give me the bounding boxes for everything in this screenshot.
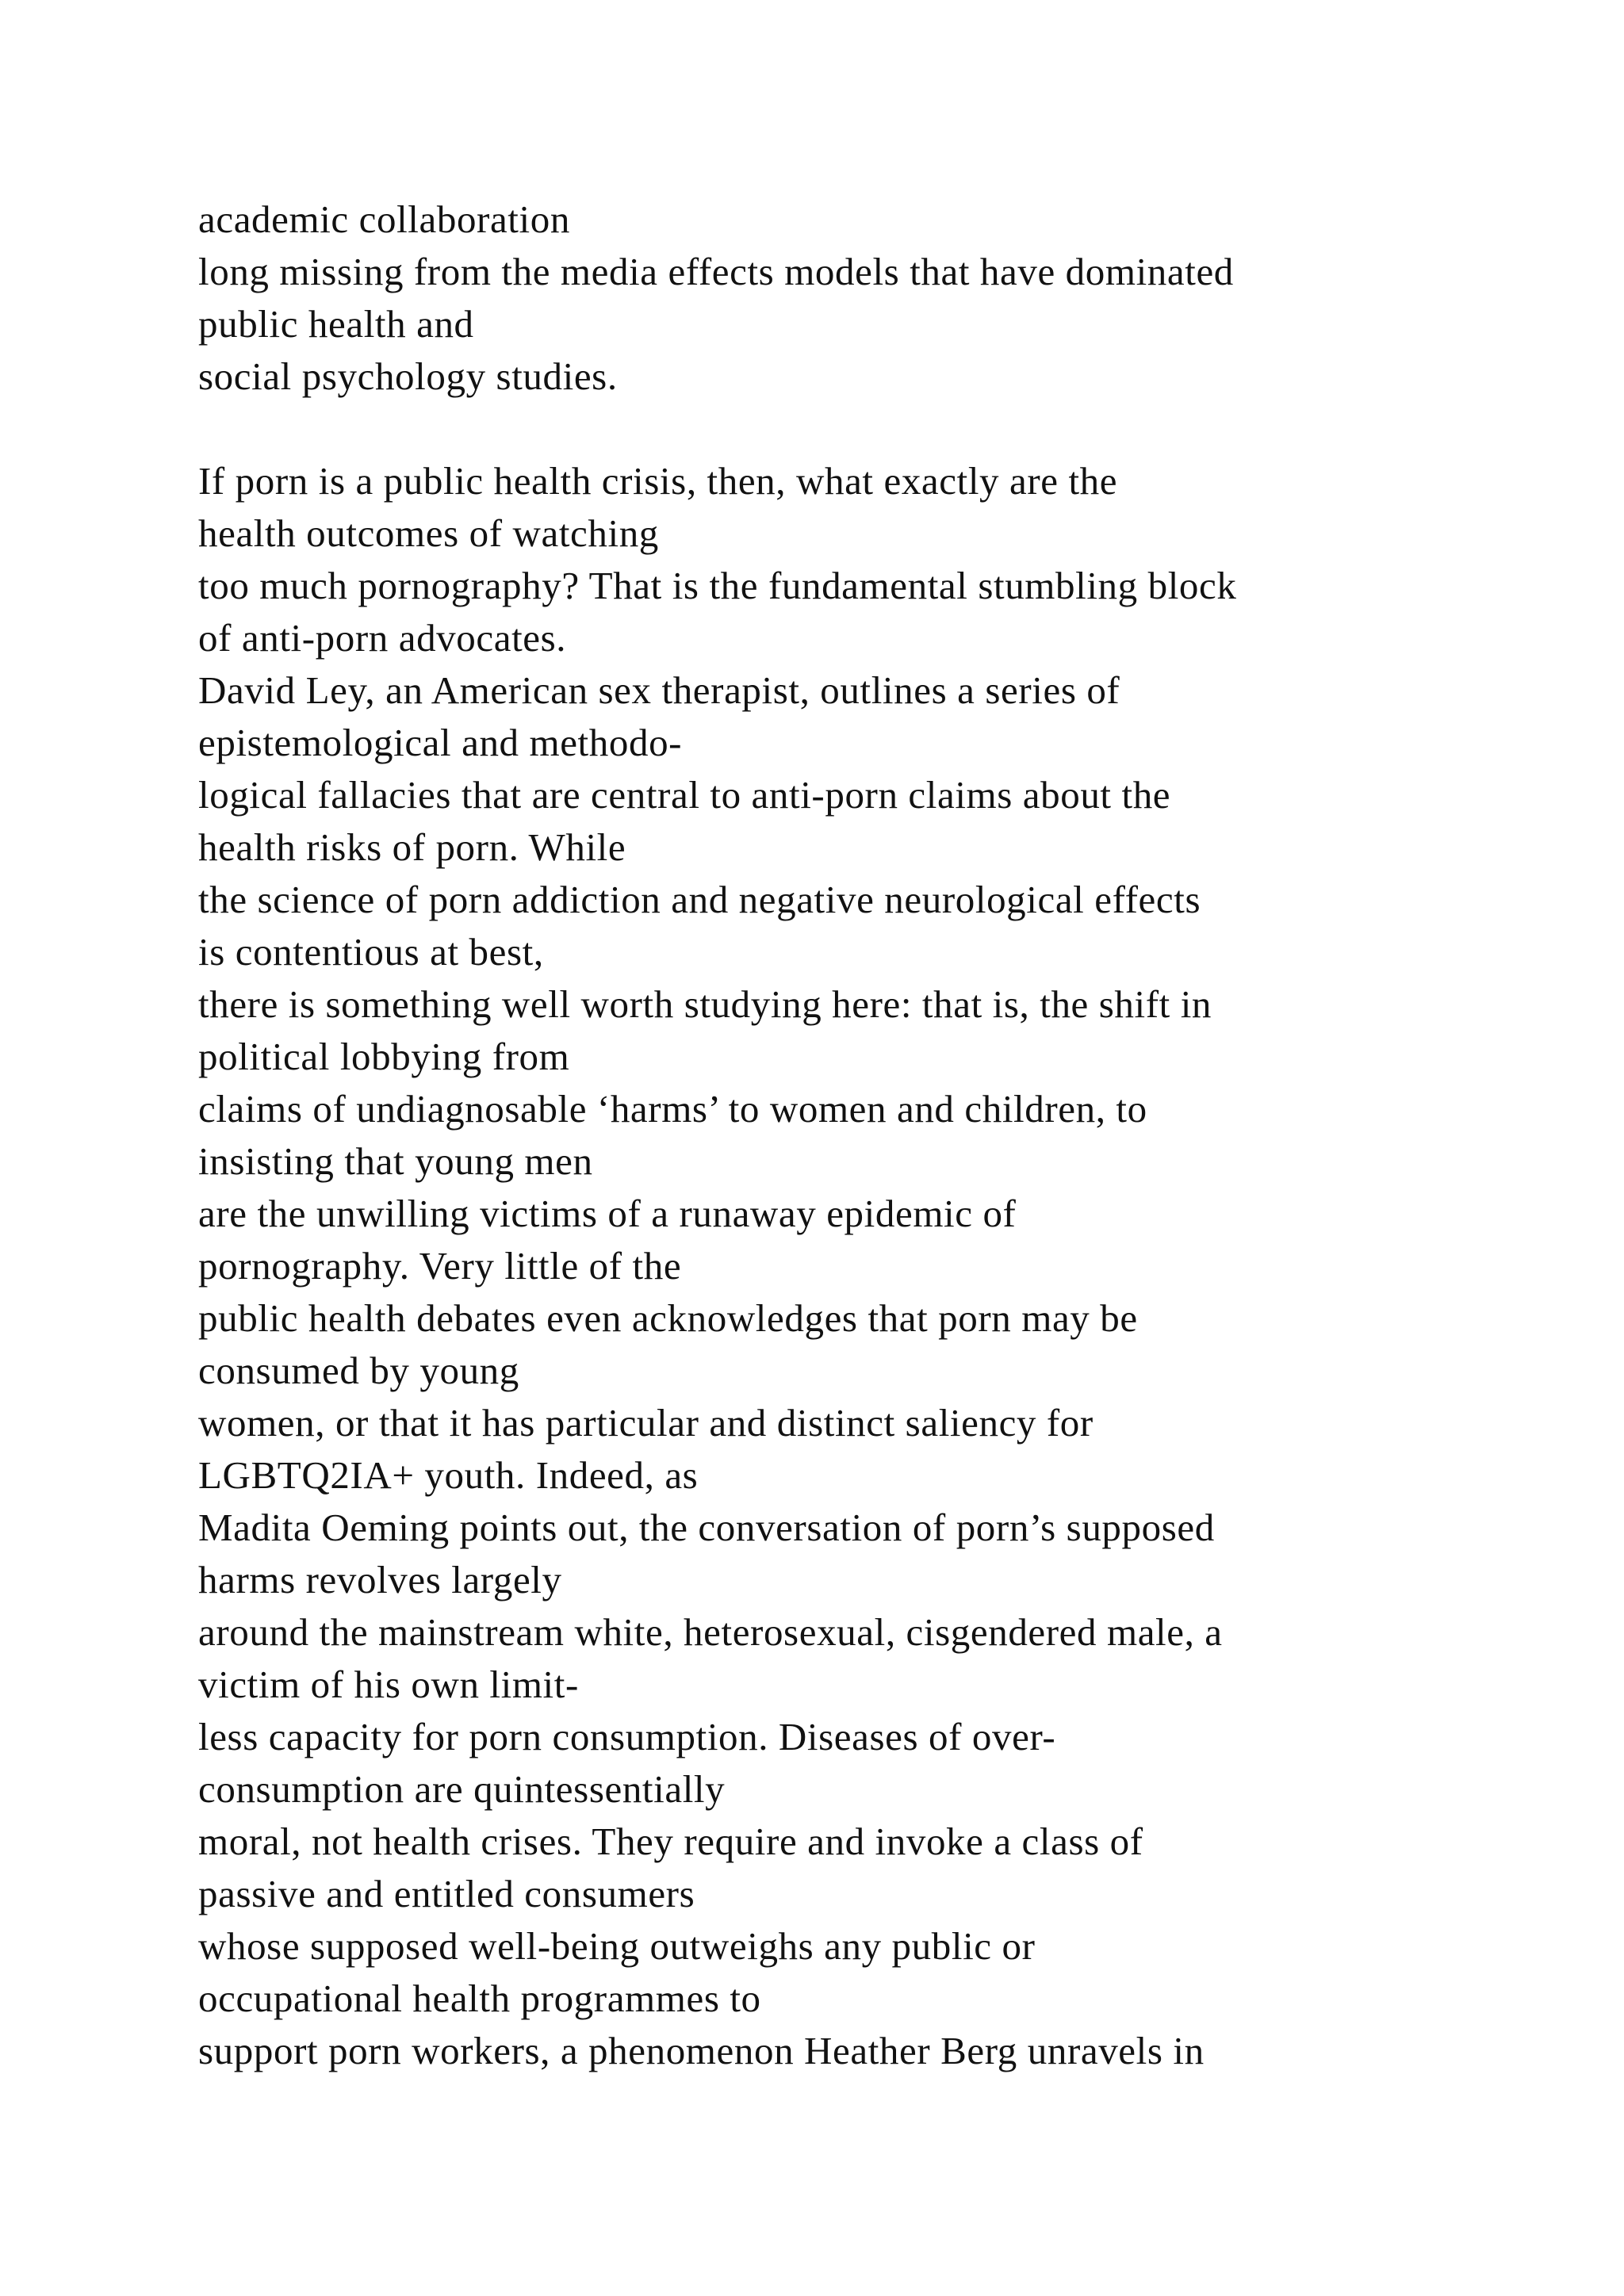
text-line: whose supposed well-being outweighs any public or: [198, 1924, 1036, 1968]
text-line: consumed by young: [198, 1349, 519, 1392]
text-line: moral, not health crises. They require and invoke a class of: [198, 1820, 1143, 1863]
text-line: health outcomes of watching: [198, 511, 659, 555]
paragraph-gap: [198, 403, 1546, 455]
text-line: David Ley, an American sex therapist, outlines a series of: [198, 668, 1120, 712]
text-line: support porn workers, a phenomenon Heather Berg unravels in: [198, 2029, 1205, 2072]
text-line: occupational health programmes to: [198, 1976, 761, 2020]
text-line: harms revolves largely: [198, 1558, 562, 1601]
text-line: victim of his own limit-: [198, 1663, 579, 1706]
text-line: too much pornography? That is the fundamental stumbling block: [198, 564, 1237, 607]
text-line: around the mainstream white, heterosexual, cisgendered male, a: [198, 1610, 1223, 1654]
text-line: political lobbying from: [198, 1035, 570, 1078]
text-line: insisting that young men: [198, 1139, 593, 1183]
text-line: health risks of porn. While: [198, 825, 626, 869]
text-line: epistemological and methodo-: [198, 721, 683, 764]
text-line: If porn is a public health crisis, then, what exactly are the: [198, 459, 1118, 503]
text-line: academic collaboration: [198, 197, 570, 241]
text-line: consumption are quintessentially: [198, 1767, 726, 1811]
text-line: social psychology studies.: [198, 354, 618, 398]
text-line: are the unwilling victims of a runaway epidemic of: [198, 1192, 1017, 1235]
text-line: passive and entitled consumers: [198, 1872, 695, 1915]
text-line: is contentious at best,: [198, 930, 544, 974]
text-line: logical fallacies that are central to anti-porn claims about the: [198, 773, 1171, 817]
text-line: Madita Oeming points out, the conversation of porn’s supposed: [198, 1506, 1215, 1549]
text-line: claims of undiagnosable ‘harms’ to women and children, to: [198, 1087, 1147, 1131]
text-line: public health debates even acknowledges that porn may be: [198, 1296, 1138, 1340]
text-line: long missing from the media effects models that have dominated: [198, 250, 1234, 293]
text-line: of anti-porn advocates.: [198, 616, 567, 660]
text-line: the science of porn addiction and negative neurological effects: [198, 878, 1201, 921]
text-line: LGBTQ2IA+ youth. Indeed, as: [198, 1453, 699, 1497]
body-text: [198, 193, 1546, 2077]
text-line: public health and: [198, 302, 474, 346]
text-line: there is something well worth studying here: that is, the shift in: [198, 982, 1212, 1026]
text-line: less capacity for porn consumption. Diseases of over-: [198, 1715, 1056, 1758]
text-line: pornography. Very little of the: [198, 1244, 682, 1288]
text-line: women, or that it has particular and distinct saliency for: [198, 1401, 1094, 1445]
